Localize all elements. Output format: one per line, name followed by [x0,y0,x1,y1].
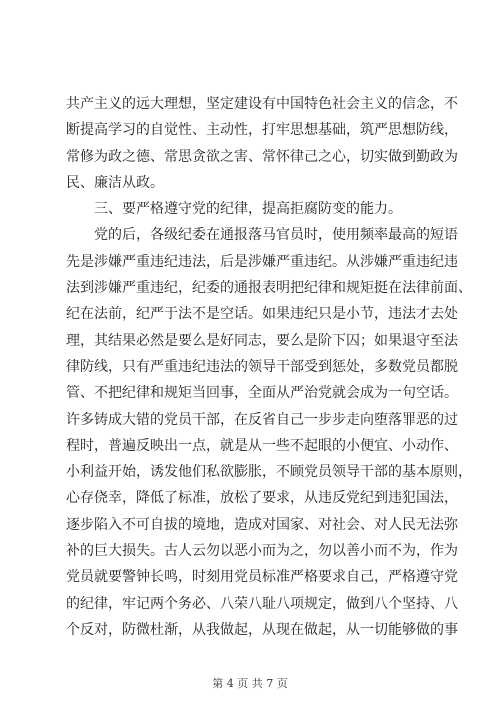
text-line: 个反对，防微杜渐，从我做起，从现在做起，从一切能够做的事 [66,621,458,638]
body-text [66,91,472,643]
text-line: 常修为政之德、常思贪欲之害、常怀律己之心，切实做到勤政为 [66,148,458,165]
text-line: 共产主义的远大理想，坚定建设有中国特色社会主义的信念，不 [66,96,458,112]
text-line: 法到涉嫌严重违纪，纪委的通报表明把纪律和规矩挺在法律前面、 [66,280,472,297]
text-line: 许多铸成大错的党员干部，在反省自己一步步走向堕落罪恶的过 [66,411,458,428]
paragraph-first-line: 党的后，各级纪委在通报落马官员时，使用频率最高的短语 [94,227,458,244]
text-line: 党员就要警钟长鸣，时刻用党员标准严格要求自己，严格遵守党 [66,569,458,586]
text-line: 管、不把纪律和规矩当回事，全面从严治党就会成为一句空话。 [66,385,458,402]
text-line: 理，其结果必然是要么是好同志，要么是阶下囚；如果退守至法 [66,332,458,349]
text-line: 程时，普遍反映出一点，就是从一些不起眼的小便宜、小动作、 [66,437,458,454]
text-line: 小利益开始，诱发他们私欲膨胀，不顾党员领导干部的基本原则， [66,464,472,481]
text-line: 逐步陷入不可自拔的境地，造成对国家、对社会、对人民无法弥 [66,516,458,533]
text-line: 民、廉洁从政。 [66,174,164,191]
page-number-footer: 第 4 页 共 7 页 [212,677,288,690]
text-line: 补的巨大损失。古人云勿以恶小而为之，勿以善小而不为，作为 [66,543,458,560]
text-line: 断提高学习的自觉性、主动性，打牢思想基础，筑严思想防线， [66,122,458,139]
text-line: 律防线，只有严重违纪违法的领导干部受到惩处，多数党员都脱 [66,358,458,375]
text-line: 纪在法前，纪严于法不是空话。如果违纪只是小节，违法才去处 [66,306,458,323]
text-line: 的纪律，牢记两个务必、八荣八耻八项规定，做到八个坚持、八 [66,595,458,612]
text-line: 先是涉嫌严重违纪违法，后是涉嫌严重违纪。从涉嫌严重违纪违 [66,253,458,270]
section-heading: 三、要严格遵守党的纪律，提高拒腐防变的能力。 [94,201,402,218]
text-line: 心存侥幸，降低了标准，放松了要求，从违反党纪到违犯国法， [66,490,458,507]
